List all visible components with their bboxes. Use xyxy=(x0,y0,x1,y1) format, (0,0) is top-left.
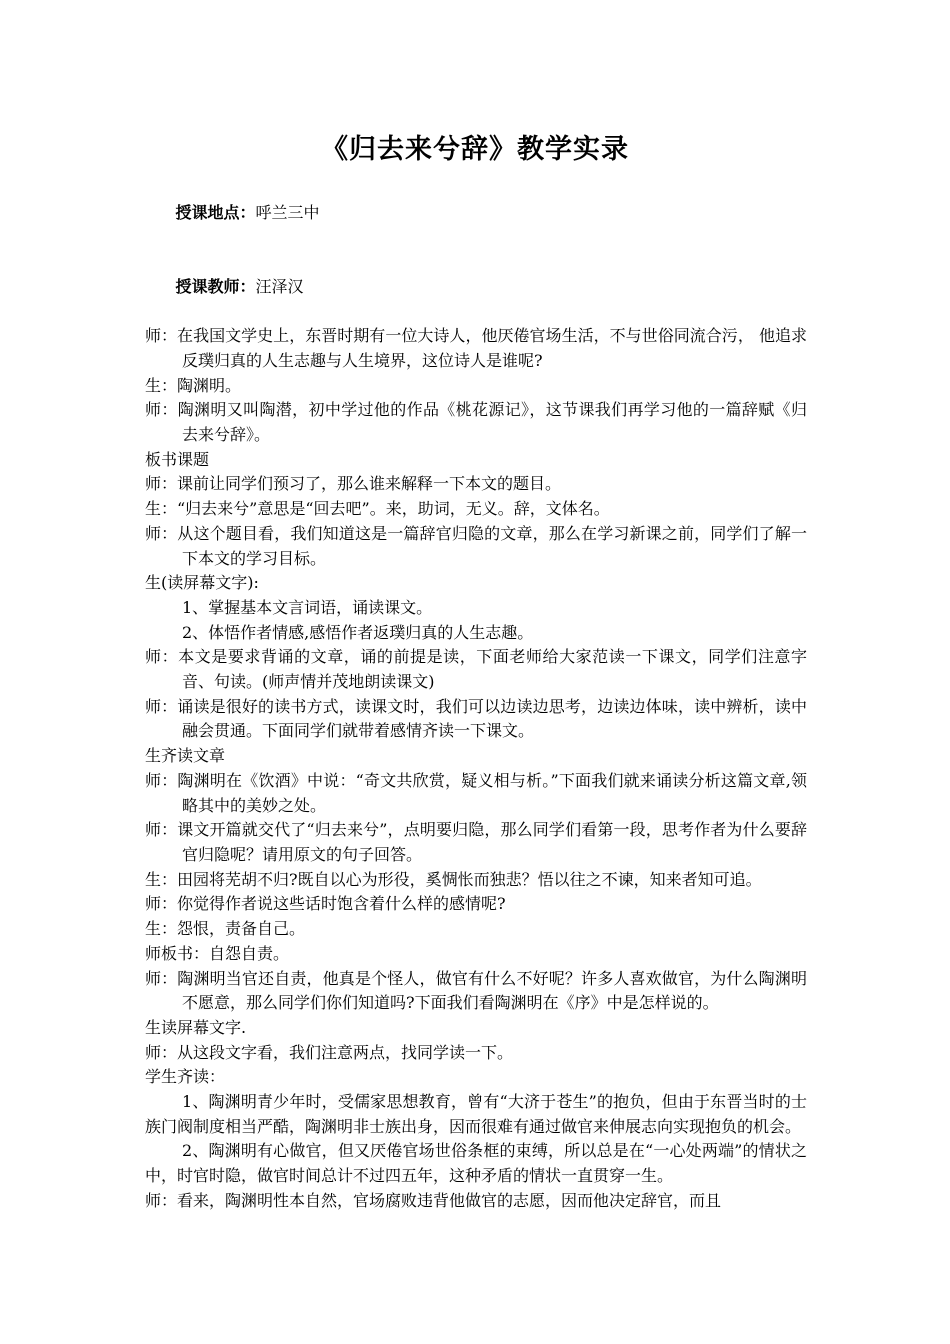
transcript-line: 2、陶渊明有心做官，但又厌倦官场世俗条框的束缚，所以总是在“一心处两端”的情状之中，时官时隐，做官时间总计不过四五年，这种矛盾的情状一直贯穿一生。 xyxy=(145,1141,807,1186)
transcript-line: 生：怨恨，责备自己。 xyxy=(145,919,306,939)
transcript-line: 师：诵读是很好的读书方式，读课文时，我们可以边读边思考，边读边体味，读中辨析，读中融会贯通。下面同学们就带着感情齐读一下课文。 xyxy=(145,696,807,741)
transcript-line: 1、陶渊明青少年时，受儒家思想教育，曾有“大济于苍生”的抱负，但由于东晋当时的士族门阀制度相当严酷，陶渊明非士族出身，因而很难有通过做官来伸展志向实现抱负的机会。 xyxy=(145,1092,807,1136)
transcript-line: 师：本文是要求背诵的文章，诵的前提是读，下面老师给大家范读一下课文，同学们注意字音、句读。(师声情并茂地朗读课文) xyxy=(145,647,807,692)
transcript-line: 板书课题 xyxy=(145,449,210,469)
meta-value: 汪泽汉 xyxy=(255,276,304,296)
meta-location xyxy=(145,176,807,250)
transcript-line: 师：在我国文学史上，东晋时期有一位大诗人，他厌倦官场生活，不与世俗同流合污， 他追求反璞归真的人生志趣与人生境界，这位诗人是谁呢? xyxy=(145,326,807,370)
transcript-line: 师：陶渊明在《饮酒》中说：“奇文共欣赏，疑义相与析。”下面我们就来诵读分析这篇文章,领略其中的美妙之处。 xyxy=(145,770,807,815)
transcript-line: 生：田园将芜胡不归?既自以心为形役，奚惆怅而独悲？悟以往之不谏，知来者知可追。 xyxy=(145,869,762,889)
meta-label: 授课教师： xyxy=(175,276,256,296)
transcript-line: 生：陶渊明。 xyxy=(145,375,242,395)
transcript-line: 师：陶渊明又叫陶潜，初中学过他的作品《桃花源记》，这节课我们再学习他的一篇辞赋《归去来兮辞》。 xyxy=(145,400,807,445)
transcript-line: 师：陶渊明当官还自责，他真是个怪人，做官有什么不好呢？许多人喜欢做官，为什么陶渊明不愿意，那么同学们你们知道吗?下面我们看陶渊明在《序》中是怎样说的。 xyxy=(145,968,807,1013)
transcript-line: 生(读屏幕文字): xyxy=(145,573,259,593)
meta-value: 呼兰三中 xyxy=(255,202,320,222)
transcript-line: 师：课文开篇就交代了“归去来兮”，点明要归隐，那么同学们看第一段，思考作者为什么要辞官归隐呢？请用原文的句子回答。 xyxy=(145,820,807,864)
meta-label: 授课地点： xyxy=(175,202,256,222)
transcript-line: 师：看来，陶渊明性本自然，官场腐败违背他做官的志愿，因而他决定辞官，而且 xyxy=(145,1190,722,1210)
transcript-line: 师：你觉得作者说这些话时饱含着什么样的感情呢? xyxy=(145,894,506,914)
page-title: 《归去来兮辞》教学实录 xyxy=(321,134,629,165)
transcript-line: 学生齐读： xyxy=(145,1067,226,1087)
transcript-line: 生齐读文章 xyxy=(145,746,226,766)
transcript-line: 生读屏幕文字. xyxy=(145,1017,247,1037)
transcript-line: 师：从这个题目看，我们知道这是一篇辞官归隐的文章，那么在学习新课之前，同学们了解一下本文的学习目标。 xyxy=(145,523,807,568)
document-body xyxy=(145,176,807,1214)
transcript-line: 1、掌握基本文言词语，诵读课文。 xyxy=(182,597,433,617)
transcript-line: 师：课前让同学们预习了，那么谁来解释一下本文的题目。 xyxy=(145,474,562,494)
meta-teacher xyxy=(145,250,807,324)
transcript-line: 师：从这段文字看，我们注意两点，找同学读一下。 xyxy=(145,1042,514,1062)
transcript-line: 生：“归去来兮”意思是“回去吧”。来，助词，无义。辞，文体名。 xyxy=(145,499,610,519)
transcript-line: 师板书：自怨自责。 xyxy=(145,943,290,963)
transcript-line: 2、体悟作者情感,感悟作者返璞归真的人生志趣。 xyxy=(182,622,534,642)
